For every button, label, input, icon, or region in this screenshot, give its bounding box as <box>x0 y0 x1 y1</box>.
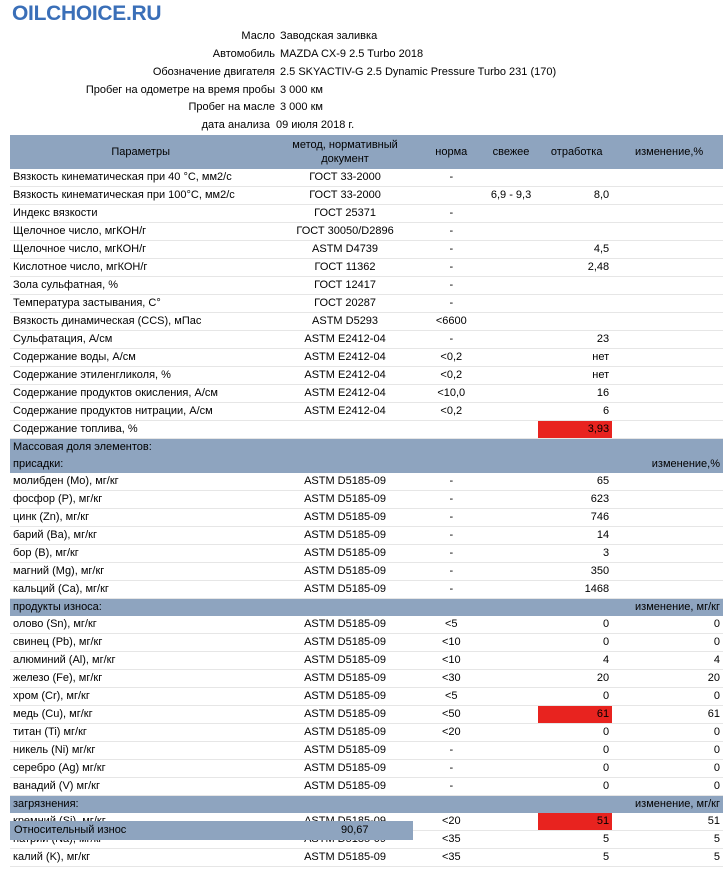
table-row <box>10 421 723 439</box>
cell-change <box>612 527 723 545</box>
cell-norm: <50 <box>419 706 481 724</box>
cell-norm <box>419 187 481 205</box>
cell-norm: <5 <box>419 616 481 634</box>
cell-used: 14 <box>538 527 612 545</box>
cell-used <box>538 295 612 313</box>
cell-param: хром (Cr), мг/кг <box>10 688 268 706</box>
cell-fresh <box>481 385 538 403</box>
section-row <box>10 599 723 617</box>
cell-used: 2,48 <box>538 259 612 277</box>
site-logo: OILCHOICE.RU <box>12 2 162 25</box>
table-row <box>10 760 723 778</box>
cell-change <box>612 277 723 295</box>
table-row <box>10 295 723 313</box>
cell-fresh <box>481 259 538 277</box>
cell-fresh <box>481 634 538 652</box>
cell-fresh <box>481 367 538 385</box>
cell-norm: - <box>419 509 481 527</box>
cell-fresh <box>481 403 538 421</box>
col-header-fresh: свежее <box>481 135 538 169</box>
table-row <box>10 778 723 796</box>
cell-param: Зола сульфатная, % <box>10 277 268 295</box>
table-row <box>10 527 723 545</box>
table-row <box>10 724 723 742</box>
col-header-norm: норма <box>419 135 481 169</box>
section-title: Массовая доля элементов: <box>10 439 612 457</box>
info-value: MAZDA CX-9 2.5 Turbo 2018 <box>280 48 424 60</box>
cell-norm <box>419 421 481 439</box>
cell-fresh <box>481 688 538 706</box>
table-row <box>10 367 723 385</box>
cell-param: бор (B), мг/кг <box>10 545 268 563</box>
cell-param: фосфор (P), мг/кг <box>10 491 268 509</box>
cell-change: 0 <box>612 688 723 706</box>
cell-norm: <20 <box>419 813 481 831</box>
cell-change: 20 <box>612 670 723 688</box>
cell-change <box>612 545 723 563</box>
cell-norm: - <box>419 223 481 241</box>
cell-method: ASTM D5185-09 <box>268 724 418 742</box>
cell-norm: - <box>419 331 481 349</box>
cell-param: молибден (Mo), мг/кг <box>10 473 268 491</box>
cell-change <box>612 403 723 421</box>
cell-method: ASTM D5185-09 <box>268 670 418 688</box>
cell-norm: <35 <box>419 831 481 849</box>
cell-method: ASTM D5185-09 <box>268 688 418 706</box>
table-row <box>10 670 723 688</box>
table-row <box>10 313 723 331</box>
section-row <box>10 796 723 814</box>
table-row <box>10 634 723 652</box>
info-label: Пробег на масле <box>188 101 275 113</box>
section-row <box>10 439 723 457</box>
cell-param: магний (Mg), мг/кг <box>10 563 268 581</box>
cell-norm: - <box>419 473 481 491</box>
cell-norm: - <box>419 742 481 760</box>
cell-norm: - <box>419 563 481 581</box>
cell-fresh <box>481 652 538 670</box>
cell-method: ASTM E2412-04 <box>268 367 418 385</box>
cell-used <box>538 313 612 331</box>
cell-method: ASTM D5185-09 <box>268 616 418 634</box>
cell-norm: - <box>419 545 481 563</box>
info-label: дата анализа <box>201 119 270 131</box>
cell-method: ASTM E2412-04 <box>268 349 418 367</box>
cell-change <box>612 581 723 599</box>
cell-param: ванадий (V) мг/кг <box>10 778 268 796</box>
info-label: Пробег на одометре на время пробы <box>85 84 275 96</box>
cell-param: олово (Sn), мг/кг <box>10 616 268 634</box>
cell-method: ASTM D5185-09 <box>268 634 418 652</box>
cell-method: ГОСТ 30050/D2896 <box>268 223 418 241</box>
info-value: Заводская заливка <box>280 30 378 42</box>
cell-used: 0 <box>538 634 612 652</box>
cell-param: Содержание топлива, % <box>10 421 268 439</box>
cell-used: 0 <box>538 742 612 760</box>
cell-used: 0 <box>538 778 612 796</box>
cell-used: нет <box>538 349 612 367</box>
cell-param: Индекс вязкости <box>10 205 268 223</box>
cell-change: 0 <box>612 616 723 634</box>
cell-fresh <box>481 581 538 599</box>
cell-change <box>612 331 723 349</box>
cell-used <box>538 223 612 241</box>
cell-change <box>612 385 723 403</box>
cell-param: Вязкость кинематическая при 40 °С, мм2/с <box>10 169 268 187</box>
col-header-used: отработка <box>538 135 612 169</box>
table-header <box>10 135 723 169</box>
table-row <box>10 277 723 295</box>
cell-fresh <box>481 509 538 527</box>
section-title: загрязнения: <box>10 796 612 814</box>
cell-param: Содержание этиленгликоля, % <box>10 367 268 385</box>
cell-fresh <box>481 313 538 331</box>
col-header-method <box>268 135 418 169</box>
table-row <box>10 241 723 259</box>
table-row <box>10 509 723 527</box>
table-row <box>10 205 723 223</box>
cell-change <box>612 313 723 331</box>
cell-method: ASTM D5185-09 <box>268 581 418 599</box>
cell-fresh <box>481 813 538 831</box>
cell-change: 5 <box>612 849 723 867</box>
cell-change <box>612 509 723 527</box>
col-header-param: Параметры <box>10 135 268 169</box>
cell-norm: <0,2 <box>419 403 481 421</box>
cell-param: Щелочное число, мгКОН/г <box>10 223 268 241</box>
cell-norm: <35 <box>419 849 481 867</box>
section-title: продукты износа: <box>10 599 612 617</box>
cell-norm: - <box>419 259 481 277</box>
cell-fresh <box>481 778 538 796</box>
cell-method: ASTM D5185-09 <box>268 652 418 670</box>
cell-used <box>538 169 612 187</box>
table-row <box>10 331 723 349</box>
cell-fresh <box>481 616 538 634</box>
cell-method: ASTM D5185-09 <box>268 509 418 527</box>
info-label: Обозначение двигателя <box>152 66 275 78</box>
cell-fresh <box>481 223 538 241</box>
cell-param: Содержание продуктов окисления, А/см <box>10 385 268 403</box>
cell-method: ASTM D5185-09 <box>268 473 418 491</box>
cell-method: ГОСТ 11362 <box>268 259 418 277</box>
info-value: 3 000 км <box>280 101 323 113</box>
cell-norm: <10,0 <box>419 385 481 403</box>
cell-norm: <10 <box>419 652 481 670</box>
cell-method: ASTM D5185-09 <box>268 742 418 760</box>
info-label: Автомобиль <box>212 48 275 60</box>
relative-wear-label: Относительный износ <box>14 824 127 836</box>
cell-used: 4,5 <box>538 241 612 259</box>
cell-param: калий (K), мг/кг <box>10 849 268 867</box>
cell-method: ASTM D5185-09 <box>268 563 418 581</box>
cell-fresh <box>481 331 538 349</box>
cell-used: 20 <box>538 670 612 688</box>
cell-change: 0 <box>612 778 723 796</box>
cell-fresh <box>481 491 538 509</box>
cell-norm: <5 <box>419 688 481 706</box>
cell-used: 0 <box>538 760 612 778</box>
table-row <box>10 545 723 563</box>
section-change-header <box>612 439 723 457</box>
table-row <box>10 385 723 403</box>
cell-method: ASTM E2412-04 <box>268 385 418 403</box>
cell-param: никель (Ni) мг/кг <box>10 742 268 760</box>
table-row <box>10 563 723 581</box>
cell-method: ASTM D4739 <box>268 241 418 259</box>
cell-used: 5 <box>538 849 612 867</box>
cell-fresh <box>481 349 538 367</box>
cell-method: ASTM D5185-09 <box>268 527 418 545</box>
cell-change: 0 <box>612 760 723 778</box>
cell-norm: <30 <box>419 670 481 688</box>
info-value: 3 000 км <box>280 84 323 96</box>
cell-change <box>612 563 723 581</box>
cell-change <box>612 187 723 205</box>
cell-norm: <0,2 <box>419 367 481 385</box>
table-row <box>10 169 723 187</box>
cell-fresh <box>481 742 538 760</box>
section-change-header: изменение,% <box>612 456 723 473</box>
cell-change: 4 <box>612 652 723 670</box>
cell-fresh <box>481 241 538 259</box>
table-row <box>10 742 723 760</box>
info-label: Масло <box>241 30 275 42</box>
table-row <box>10 581 723 599</box>
cell-used: 3,93 <box>538 421 612 439</box>
table-row <box>10 187 723 205</box>
table-row <box>10 223 723 241</box>
cell-param: титан (Ti) мг/кг <box>10 724 268 742</box>
cell-change <box>612 349 723 367</box>
cell-fresh <box>481 831 538 849</box>
cell-change: 61 <box>612 706 723 724</box>
cell-method: ASTM D5185-09 <box>268 491 418 509</box>
cell-method: ГОСТ 33-2000 <box>268 187 418 205</box>
table-row <box>10 403 723 421</box>
cell-fresh <box>481 849 538 867</box>
table-row <box>10 473 723 491</box>
cell-method: ASTM D5185-09 <box>268 778 418 796</box>
cell-change: 0 <box>612 742 723 760</box>
cell-method: ASTM D5185-09 <box>268 706 418 724</box>
cell-method <box>268 421 418 439</box>
cell-change: 0 <box>612 724 723 742</box>
cell-param: Температура застывания, С° <box>10 295 268 313</box>
col-header-method-line2: документ <box>321 153 369 165</box>
table-row <box>10 688 723 706</box>
cell-change <box>612 205 723 223</box>
cell-method: ASTM D5293 <box>268 313 418 331</box>
cell-used: 0 <box>538 724 612 742</box>
cell-change <box>612 259 723 277</box>
cell-method: ASTM D5185-09 <box>268 849 418 867</box>
cell-used <box>538 277 612 295</box>
section-change-header: изменение, мг/кг <box>612 599 723 617</box>
table-row <box>10 616 723 634</box>
cell-param: барий (Ba), мг/кг <box>10 527 268 545</box>
table-row <box>10 491 723 509</box>
cell-used: 16 <box>538 385 612 403</box>
cell-norm: <0,2 <box>419 349 481 367</box>
cell-used: 61 <box>538 706 612 724</box>
cell-change <box>612 491 723 509</box>
cell-fresh <box>481 527 538 545</box>
cell-used: 23 <box>538 331 612 349</box>
section-title: присадки: <box>10 456 612 473</box>
cell-param: Кислотное число, мгКОН/г <box>10 259 268 277</box>
cell-param: Вязкость кинематическая при 100°С, мм2/с <box>10 187 268 205</box>
cell-used: 65 <box>538 473 612 491</box>
cell-param: Содержание воды, А/см <box>10 349 268 367</box>
table-row <box>10 349 723 367</box>
col-header-method-line1: метод, нормативный <box>292 139 398 151</box>
cell-fresh: 6,9 - 9,3 <box>481 187 538 205</box>
table-row <box>10 259 723 277</box>
cell-change <box>612 169 723 187</box>
cell-norm: <10 <box>419 634 481 652</box>
cell-norm: - <box>419 169 481 187</box>
cell-norm: <6600 <box>419 313 481 331</box>
cell-used: 350 <box>538 563 612 581</box>
relative-wear-value: 90,67 <box>341 824 369 836</box>
cell-change <box>612 473 723 491</box>
cell-fresh <box>481 670 538 688</box>
cell-param: Щелочное число, мгКОН/г <box>10 241 268 259</box>
cell-used: 0 <box>538 688 612 706</box>
cell-used: 3 <box>538 545 612 563</box>
cell-used: 6 <box>538 403 612 421</box>
section-row <box>10 456 723 473</box>
cell-param: Содержание продуктов нитрации, А/см <box>10 403 268 421</box>
cell-change <box>612 223 723 241</box>
cell-fresh <box>481 545 538 563</box>
cell-fresh <box>481 295 538 313</box>
cell-method: ГОСТ 12417 <box>268 277 418 295</box>
cell-param: Вязкость динамическая (CCS), мПас <box>10 313 268 331</box>
cell-fresh <box>481 760 538 778</box>
cell-change <box>612 421 723 439</box>
cell-method: ASTM D5185-09 <box>268 545 418 563</box>
section-change-header: изменение, мг/кг <box>612 796 723 814</box>
cell-fresh <box>481 706 538 724</box>
cell-param: медь (Cu), мг/кг <box>10 706 268 724</box>
cell-fresh <box>481 277 538 295</box>
table-row <box>10 849 723 867</box>
cell-fresh <box>481 563 538 581</box>
cell-used <box>538 205 612 223</box>
cell-norm: - <box>419 295 481 313</box>
cell-change: 51 <box>612 813 723 831</box>
cell-used: 4 <box>538 652 612 670</box>
cell-param: цинк (Zn), мг/кг <box>10 509 268 527</box>
cell-method: ГОСТ 33-2000 <box>268 169 418 187</box>
cell-norm: - <box>419 778 481 796</box>
table-row <box>10 652 723 670</box>
cell-param: Сульфатация, А/см <box>10 331 268 349</box>
cell-used: 5 <box>538 831 612 849</box>
cell-param: железо (Fe), мг/кг <box>10 670 268 688</box>
cell-norm: - <box>419 241 481 259</box>
cell-method: ASTM E2412-04 <box>268 331 418 349</box>
cell-norm: - <box>419 491 481 509</box>
cell-change <box>612 367 723 385</box>
analysis-table <box>10 135 723 867</box>
cell-fresh <box>481 473 538 491</box>
cell-used: 623 <box>538 491 612 509</box>
table-row <box>10 706 723 724</box>
cell-norm: - <box>419 527 481 545</box>
cell-change: 0 <box>612 634 723 652</box>
cell-param: алюминий (Al), мг/кг <box>10 652 268 670</box>
cell-norm: <20 <box>419 724 481 742</box>
cell-fresh <box>481 724 538 742</box>
cell-param: серебро (Ag) мг/кг <box>10 760 268 778</box>
cell-norm: - <box>419 205 481 223</box>
cell-used: 8,0 <box>538 187 612 205</box>
cell-fresh <box>481 205 538 223</box>
cell-used: 746 <box>538 509 612 527</box>
cell-change <box>612 241 723 259</box>
cell-param: свинец (Pb), мг/кг <box>10 634 268 652</box>
cell-fresh <box>481 421 538 439</box>
cell-method: ASTM E2412-04 <box>268 403 418 421</box>
cell-used: нет <box>538 367 612 385</box>
cell-fresh <box>481 169 538 187</box>
cell-used: 1468 <box>538 581 612 599</box>
cell-used: 0 <box>538 616 612 634</box>
cell-method: ГОСТ 25371 <box>268 205 418 223</box>
table-body <box>10 169 723 867</box>
col-header-change: изменение,% <box>612 135 723 169</box>
cell-method: ГОСТ 20287 <box>268 295 418 313</box>
cell-change: 5 <box>612 831 723 849</box>
cell-change <box>612 295 723 313</box>
cell-method: ASTM D5185-09 <box>268 760 418 778</box>
info-value: 2.5 SKYACTIV-G 2.5 Dynamic Pressure Turbo 231 (170) <box>280 66 557 78</box>
cell-used: 51 <box>538 813 612 831</box>
cell-norm: - <box>419 760 481 778</box>
info-value: 09 июля 2018 г. <box>276 119 355 131</box>
cell-param: кальций (Ca), мг/кг <box>10 581 268 599</box>
cell-norm: - <box>419 277 481 295</box>
cell-norm: - <box>419 581 481 599</box>
relative-wear-bar <box>10 821 413 840</box>
